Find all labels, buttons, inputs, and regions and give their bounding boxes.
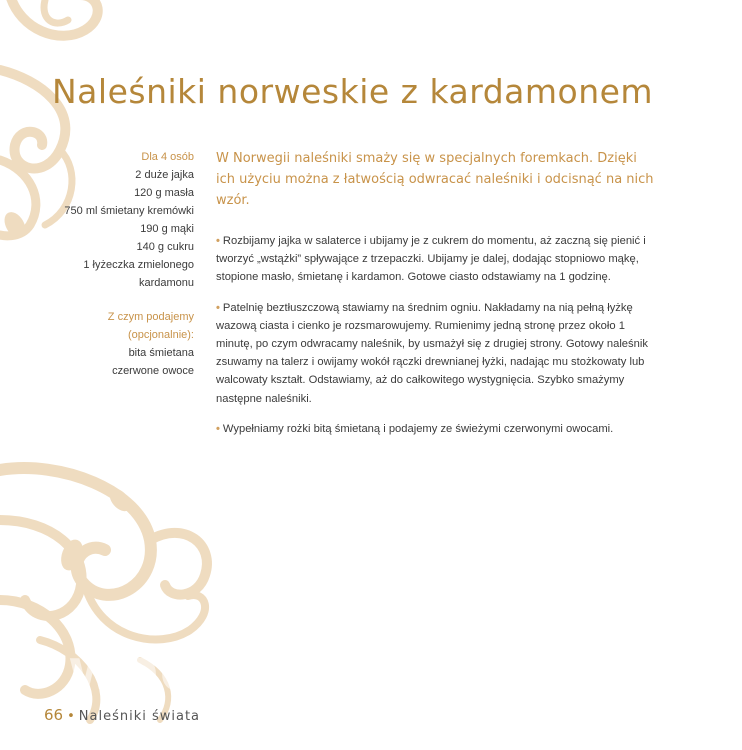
watermark: wedlinydomowe.pl <box>67 638 675 703</box>
ingredient-item: 140 g cukru <box>136 241 194 253</box>
ingredient-item: 2 duże jajka <box>135 169 194 181</box>
recipe-title: Naleśniki norweskie z kardamonem <box>52 72 654 111</box>
page-number: 66 <box>44 706 64 724</box>
step-text: Patelnię beztłuszczową stawiamy na średnim ogniu. Nakładamy na nią pełną łyżkę wazową ciasta i cienko je rozsmarowujemy. Rumienimy jedną stronę przez około 1 minutę, po czym odwracamy naleśnik, by usmażył się z drugiej strony. Gotowy naleśnik zsuwamy na talerz i owijamy wokół rączki drewnianej łyżki, nadając mu stożkowaty lub walcowaty kształt. Odstawiamy, aż do całkowitego wystygnięcia. Szybko smażymy następne naleśniki. <box>216 301 648 405</box>
serving-heading-sub: (opcjonalnie): <box>127 329 194 341</box>
bullet-icon: • <box>216 235 220 247</box>
ingredient-item: 750 ml śmietany kremówki <box>64 205 194 217</box>
ingredient-item: 190 g mąki <box>140 223 194 235</box>
ingredient-item: kardamonu <box>138 277 194 289</box>
spacer <box>4 292 194 308</box>
section-title: Naleśniki świata <box>78 709 201 724</box>
bullet-icon: • <box>216 301 220 314</box>
bullet-icon: • <box>216 422 220 435</box>
intro-paragraph: W Norwegii naleśniki smaży się w specjalnych foremkach. Dzięki ich użyciu można z łatwością odwracać naleśniki i odcisnąć na nich wzór. <box>216 151 654 208</box>
step-text: Rozbijamy jajka w salaterce i ubijamy je z cukrem do momentu, aż zaczną się pienić i tworzyć „wstążki” spływające z trzepaczki. Ubijamy je dalej, dodając stopniowo mąkę, stopione masło, śmietanę i kardamon. Gotowe ciasto odstawiamy na 1 godzinę. <box>216 235 646 284</box>
serving-item: bita śmietana <box>128 347 194 359</box>
ingredient-item: 120 g masła <box>134 187 194 199</box>
servings-heading: Dla 4 osób <box>141 151 194 163</box>
ingredients-column <box>4 148 194 380</box>
serving-item: czerwone owoce <box>112 365 194 377</box>
step-paragraph <box>216 299 656 408</box>
page-footer <box>44 706 200 724</box>
bullet-icon: • <box>67 709 75 724</box>
step-paragraph <box>216 232 656 287</box>
step-text: Wypełniamy rożki bitą śmietaną i podajemy ze świeżymi czerwonymi owocami. <box>222 422 614 435</box>
serving-heading: Z czym podajemy <box>107 311 194 323</box>
method-steps <box>216 232 656 450</box>
ingredient-item: 1 łyżeczka zmielonego <box>83 259 194 271</box>
step-paragraph <box>216 420 656 438</box>
